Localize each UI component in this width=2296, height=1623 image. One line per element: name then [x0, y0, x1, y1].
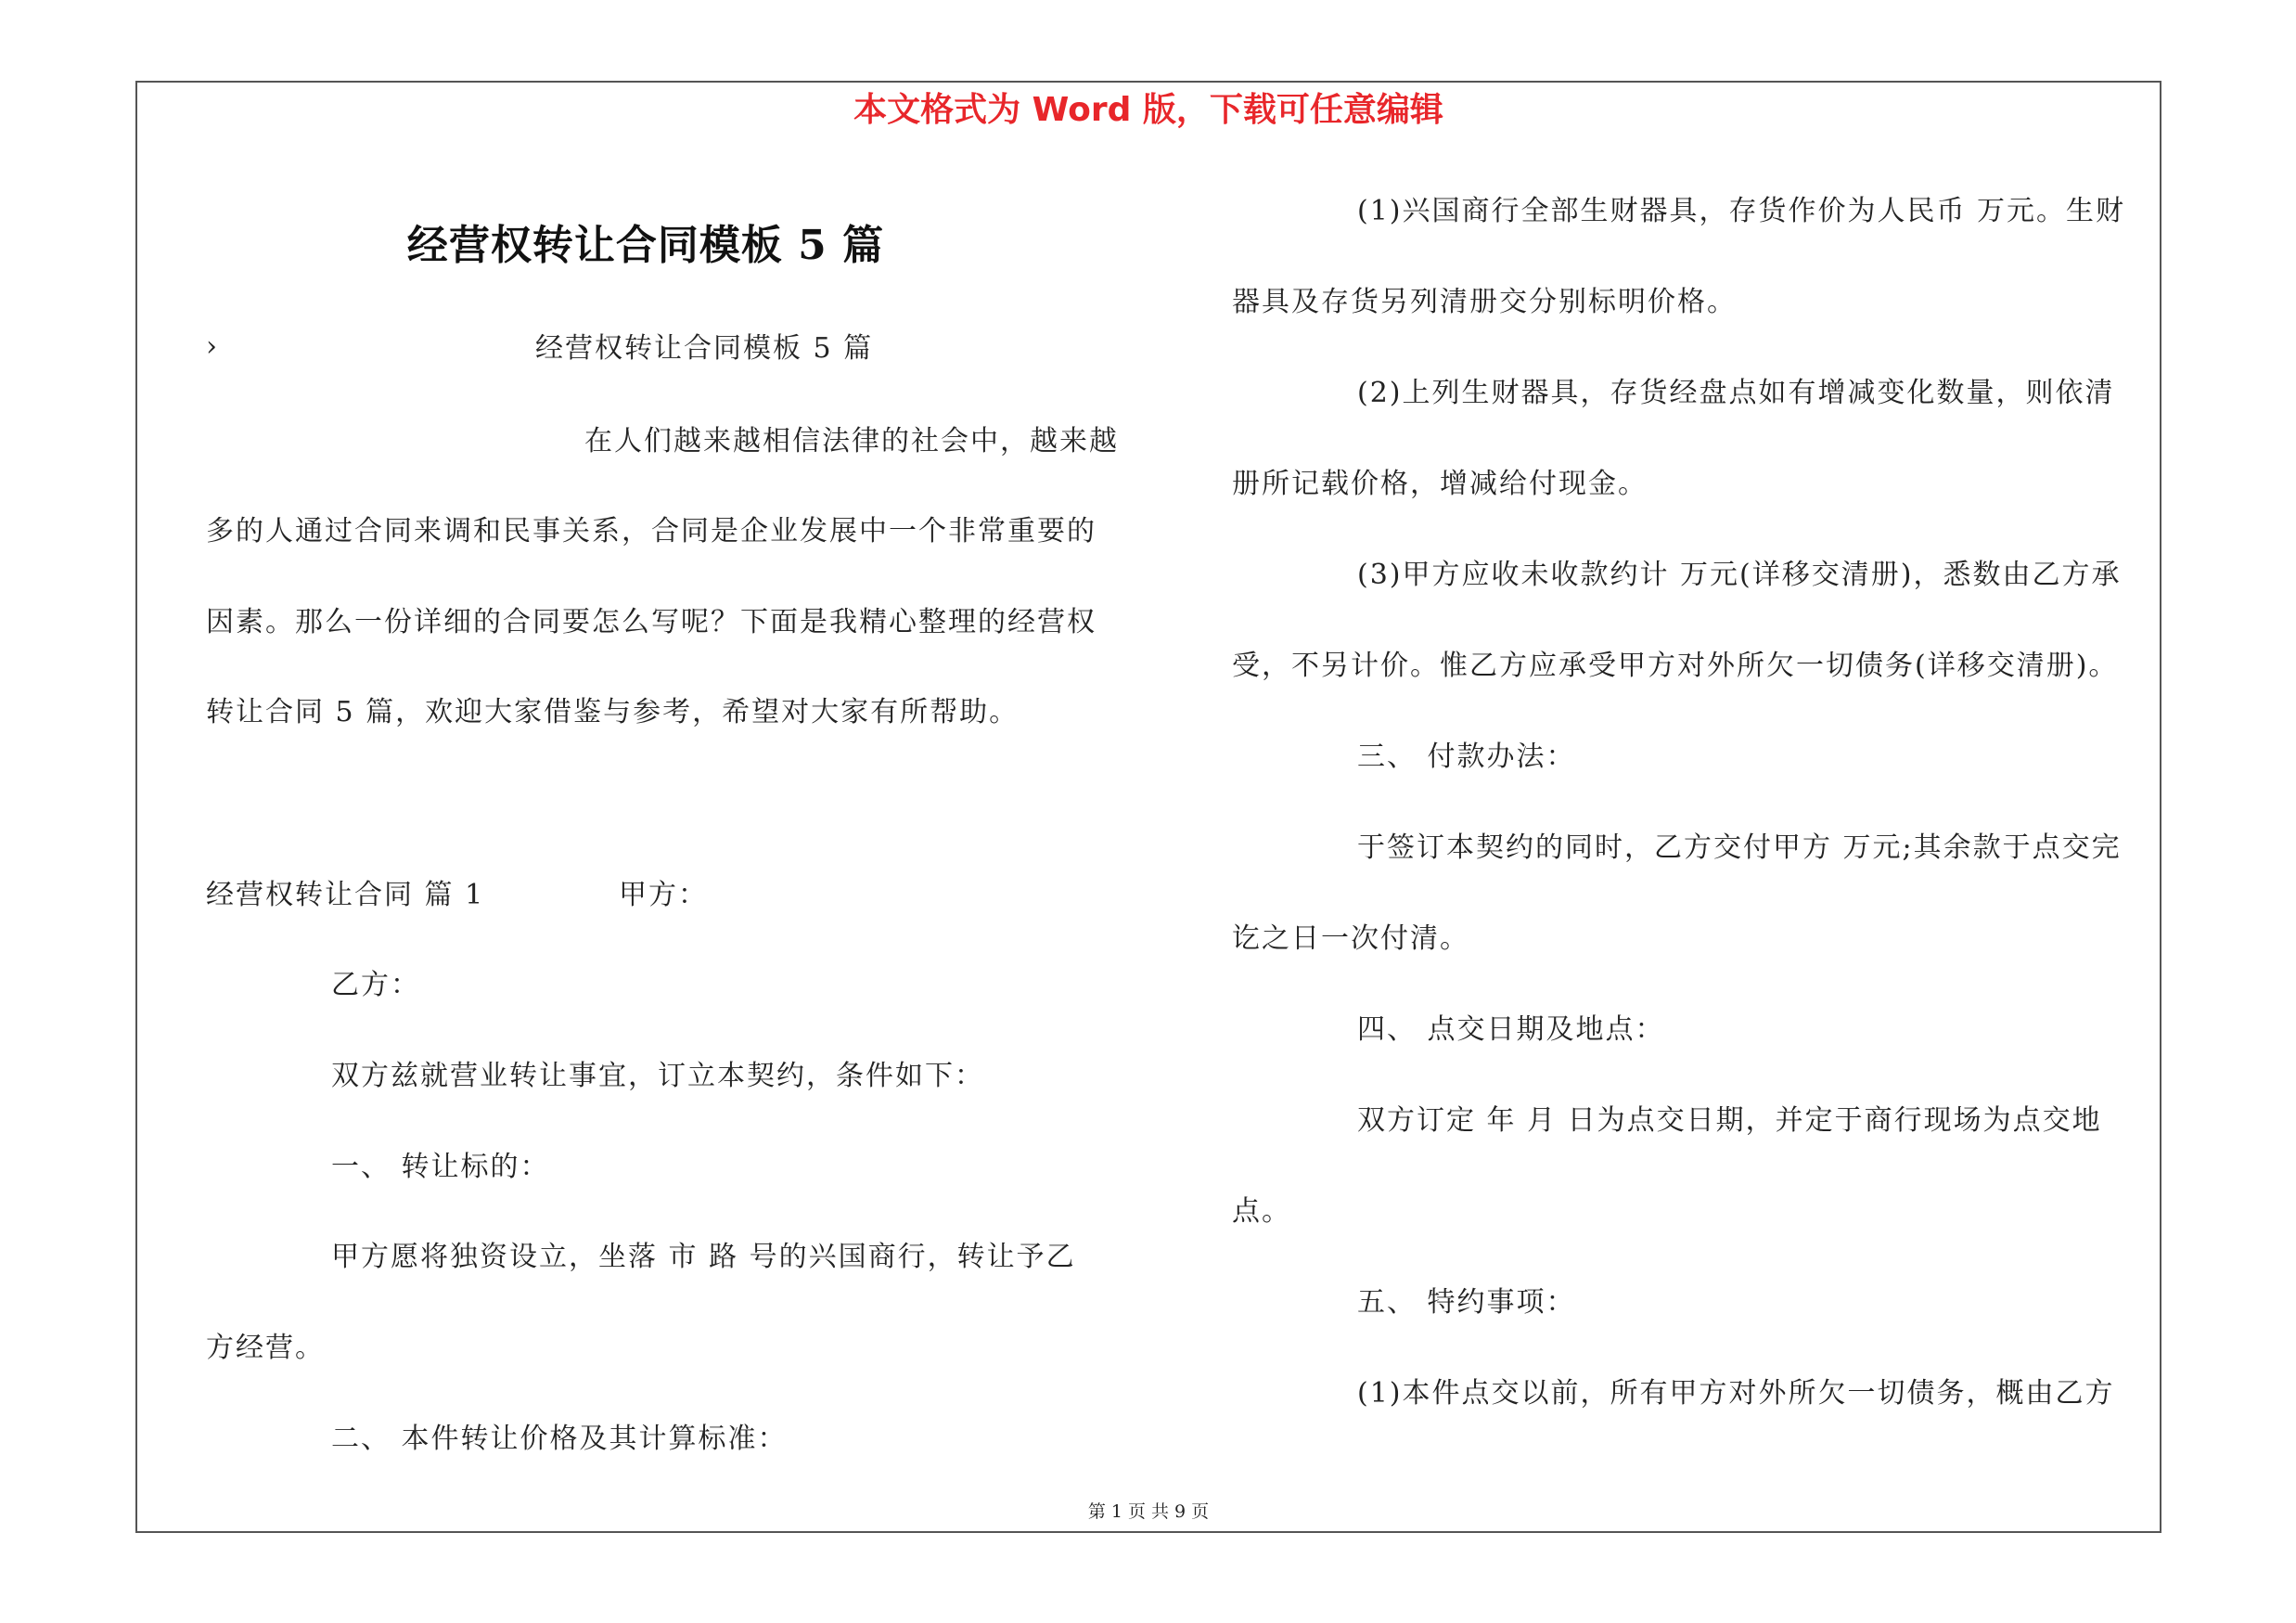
- chevron-right-icon: ›: [206, 330, 217, 363]
- section-heading: 三、 付款办法：: [1357, 741, 1576, 773]
- paragraph-line: 册所记载价格，增减给付现金。: [1232, 468, 1648, 500]
- paragraph-line: 器具及存货另列清册交分别标明价格。: [1232, 286, 1737, 318]
- section-heading: 一、 转让标的：: [331, 1151, 550, 1183]
- word-format-banner: 本文格式为 Word 版，下载可任意编辑: [853, 91, 1443, 129]
- paragraph-line: 双方兹就营业转让事宜，订立本契约，条件如下：: [331, 1060, 984, 1092]
- paragraph-line: (1)兴国商行全部生财器具，存货作价为人民币 万元。生财: [1357, 195, 2126, 227]
- paragraph-line: 受，不另计价。惟乙方应承受甲方对外所欠一切债务(详移交清册)。: [1232, 650, 2119, 682]
- paragraph-line: 讫之日一次付清。: [1232, 922, 1469, 955]
- document-title: 经营权转让合同模板 5 篇: [406, 222, 885, 269]
- paragraph-line: (2)上列生财器具，存货经盘点如有增减变化数量，则依清: [1357, 377, 2115, 409]
- paragraph-line: 于签订本契约的同时，乙方交付甲方 万元;其余款于点交完: [1357, 831, 2122, 864]
- paragraph-line: (1)本件点交以前，所有甲方对外所欠一切债务，概由乙方: [1357, 1377, 2115, 1410]
- section-heading: 五、 特约事项：: [1357, 1286, 1576, 1319]
- page-frame: [135, 81, 2161, 1533]
- paragraph-line: 双方订定 年 月 日为点交日期，并定于商行现场为点交地: [1357, 1104, 2102, 1137]
- document-subtitle: 经营权转让合同模板 5 篇: [535, 332, 874, 365]
- contract-heading: 经营权转让合同 篇 1: [206, 879, 485, 911]
- party-b-label: 乙方：: [331, 969, 420, 1001]
- paragraph-line: 多的人通过合同来调和民事关系，合同是企业发展中一个非常重要的: [206, 515, 1097, 547]
- party-a-label: 甲方：: [619, 879, 708, 911]
- section-heading: 四、 点交日期及地点：: [1357, 1013, 1665, 1046]
- section-heading: 二、 本件转让价格及其计算标准：: [331, 1423, 788, 1455]
- page-number: 第 1 页 共 9 页: [1087, 1501, 1210, 1522]
- paragraph-line: 方经营。: [206, 1332, 325, 1364]
- paragraph-line: 转让合同 5 篇，欢迎大家借鉴与参考，希望对大家有所帮助。: [206, 696, 1020, 728]
- paragraph-line: 甲方愿将独资设立，坐落 市 路 号的兴国商行，转让予乙: [331, 1241, 1076, 1273]
- paragraph-line: 点。: [1232, 1195, 1291, 1228]
- paragraph-line: 在人们越来越相信法律的社会中，越来越: [584, 425, 1119, 457]
- paragraph-line: 因素。那么一份详细的合同要怎么写呢？下面是我精心整理的经营权: [206, 606, 1097, 638]
- paragraph-line: (3)甲方应收未收款约计 万元(详移交清册)，悉数由乙方承: [1357, 559, 2122, 591]
